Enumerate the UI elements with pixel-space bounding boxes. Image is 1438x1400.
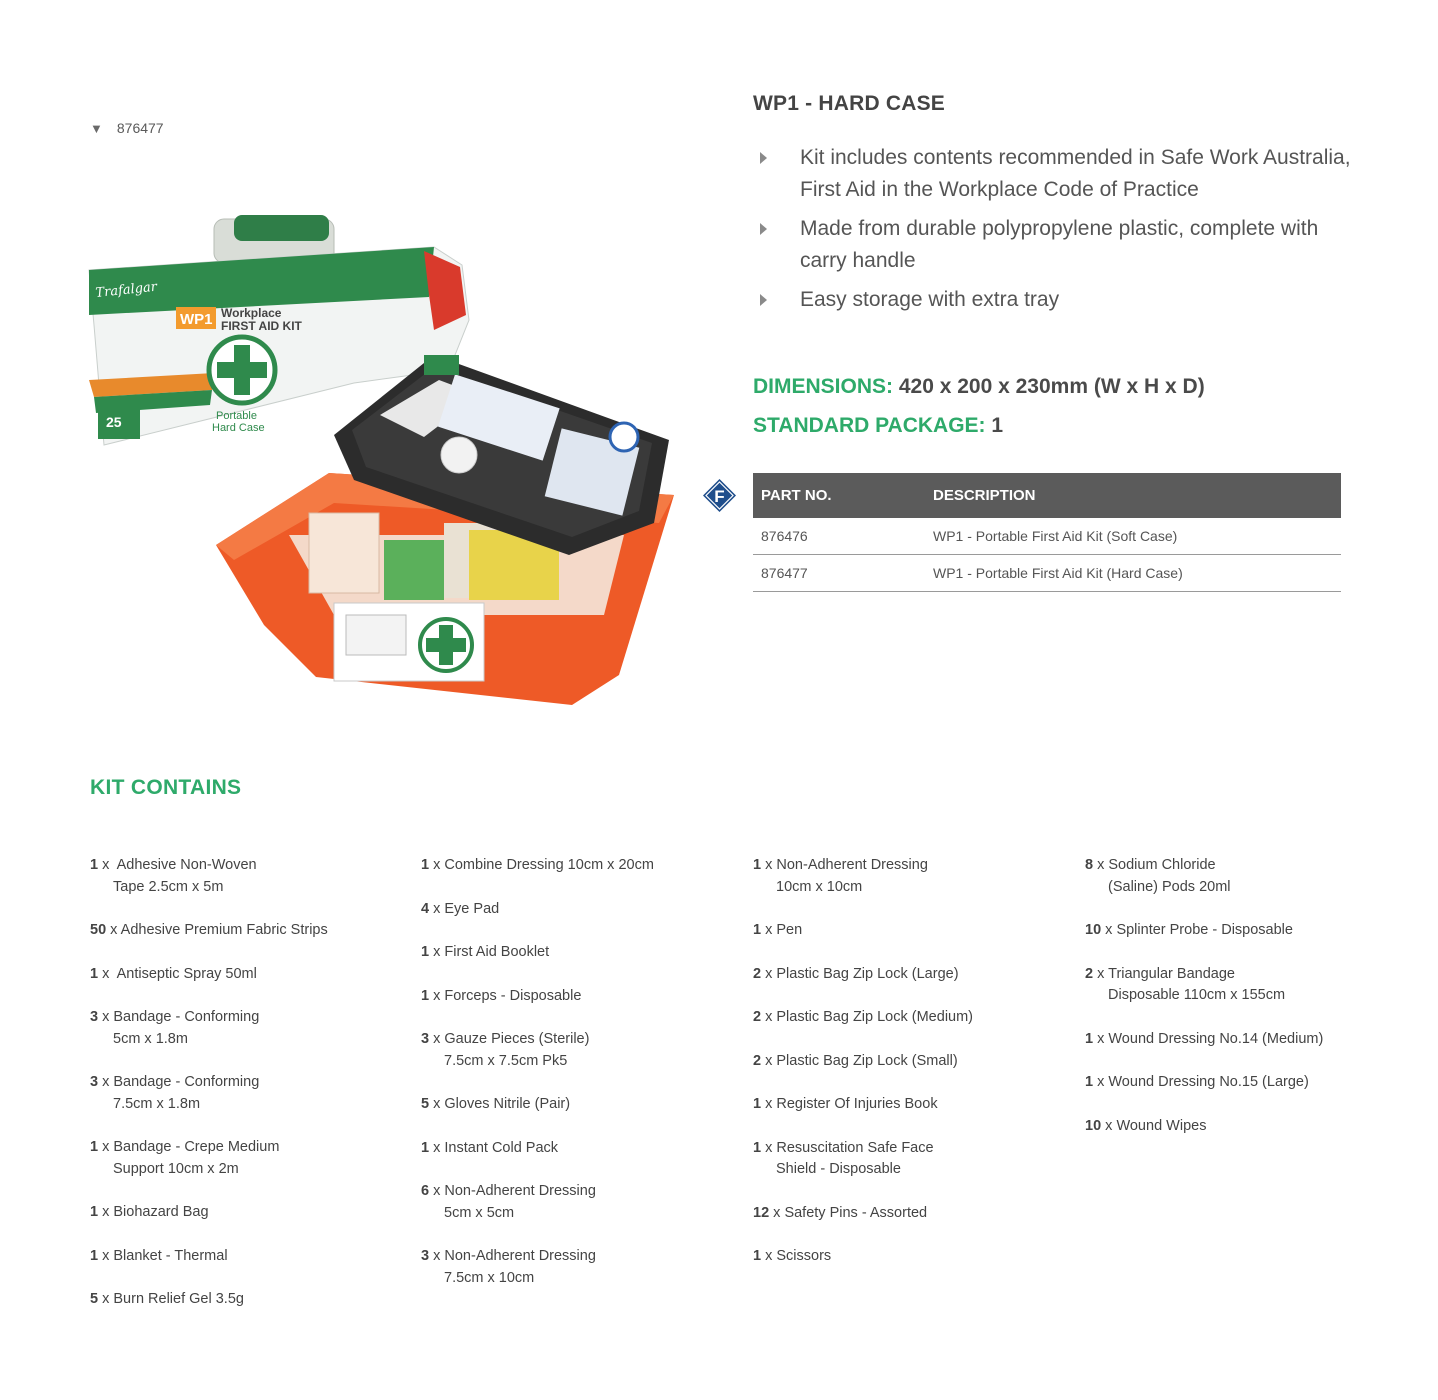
table-row [753,518,1341,555]
kit-item-name: x Biohazard Bag [98,1204,209,1220]
kit-item [90,1289,410,1311]
triangle-right-icon [760,152,767,164]
kit-item [1085,1029,1405,1051]
kit-item [1085,1116,1405,1138]
kit-item-detail: 10cm x 10cm [776,878,863,895]
svg-text:25: 25 [106,414,122,430]
kit-item [1085,855,1405,898]
svg-text:Workplace: Workplace [221,306,282,320]
kit-item-qty: 1 [90,1247,99,1264]
kit-item [90,1246,410,1268]
kit-item-qty: 1 [90,1204,99,1220]
dimensions-label: DIMENSIONS: [753,375,894,398]
kit-item-qty: 1 [421,857,430,873]
kit-item [753,1007,1073,1029]
kit-item-name: x Burn Relief Gel 3.5g [98,1291,244,1307]
kit-item-name: x Plastic Bag Zip Lock (Medium) [761,1009,974,1025]
kit-item-name: x Splinter Probe - Disposable [1101,922,1293,938]
svg-text:Portable: Portable [216,410,257,422]
kit-item-qty: 3 [90,1009,99,1025]
kit-item-qty: 1 [753,922,762,938]
product-code-text: 876477 [116,120,164,136]
feature-item [753,284,1353,316]
kit-item-qty: 1 [90,1139,99,1155]
svg-text:FIRST AID KIT: FIRST AID KIT [221,319,302,333]
kit-item [753,1246,1073,1268]
kit-item-name: x Triangular Bandage [1093,965,1235,982]
kit-item-name: x Gauze Pieces (Sterile) [429,1031,590,1047]
package-value: 1 [991,414,1004,437]
kit-item [90,855,410,898]
kit-item [421,855,741,877]
kit-item [90,964,410,986]
kit-column [90,855,410,1333]
kit-item-name: x Non-Adherent Dressing [429,1183,596,1199]
kit-item-qty: 4 [421,900,430,917]
kit-item-qty: 1 [753,1096,762,1112]
kit-item-qty: 3 [90,1074,99,1090]
kit-item-qty: 1 [421,987,430,1004]
kit-item-name: x Plastic Bag Zip Lock (Large) [761,965,959,982]
triangle-right-icon [760,294,767,306]
kit-item-detail: Support 10cm x 2m [113,1160,239,1177]
kit-item-qty: 1 [90,857,99,873]
product-code [90,120,164,136]
kit-item-name: x Wound Dressing No.15 (Large) [1093,1074,1309,1090]
kit-item-qty: 5 [90,1291,99,1307]
kit-item-name: x Register Of Injuries Book [761,1096,938,1112]
kit-item-qty: 1 [1085,1074,1094,1090]
description-cell: WP1 - Portable First Aid Kit (Soft Case) [933,518,1341,555]
kit-item [753,1203,1073,1225]
kit-item-qty: 1 [421,944,430,960]
kit-item [753,855,1073,898]
kit-item-detail: 7.5cm x 1.8m [113,1095,201,1112]
f-badge-icon [703,479,736,512]
kit-item [421,899,741,921]
kit-item-name: x Sodium Chloride [1093,857,1216,873]
kit-column [753,855,1073,1290]
kit-item [1085,1072,1405,1094]
kit-item-detail: Tape 2.5cm x 5m [113,878,224,895]
kit-item-name: x Non-Adherent Dressing [429,1248,596,1264]
first-aid-kit-image [84,205,684,725]
kit-item-qty: 1 [90,965,99,982]
kit-item-name: x Antiseptic Spray 50ml [98,965,257,982]
kit-column [421,855,741,1311]
kit-item [90,1137,410,1180]
kit-item [421,1246,741,1289]
feature-list [753,142,1353,324]
kit-item-detail: 7.5cm x 10cm [444,1269,535,1286]
kit-item-name: x Blanket - Thermal [98,1247,228,1264]
kit-item-qty: 1 [753,1248,762,1264]
kit-item-name: x Eye Pad [429,900,500,917]
kit-item-qty: 1 [1085,1030,1094,1047]
svg-text:Trafalgar: Trafalgar [94,279,158,301]
kit-item [753,1051,1073,1073]
kit-item-name: x Adhesive Premium Fabric Strips [106,922,328,938]
package-spec [753,414,1003,438]
kit-column [1085,855,1405,1159]
kit-item-qty: 10 [1085,1117,1102,1134]
kit-item-qty: 1 [753,857,762,873]
dimensions-spec [753,375,1205,399]
kit-item [753,1094,1073,1116]
kit-item [90,1072,410,1115]
kit-item-name: x Combine Dressing 10cm x 20cm [429,857,654,873]
kit-item [753,920,1073,942]
kit-item [90,1202,410,1224]
feature-text: Easy storage with extra tray [800,288,1060,311]
kit-item [90,920,410,942]
kit-item-detail: (Saline) Pods 20ml [1108,878,1231,895]
kit-item-qty: 2 [1085,965,1094,982]
kit-item [421,1181,741,1224]
kit-item-qty: 5 [421,1096,430,1112]
kit-item-name: x Wound Wipes [1101,1117,1207,1134]
kit-item [753,964,1073,986]
part-no-cell: 876476 [753,518,933,555]
kit-item-name: x Plastic Bag Zip Lock (Small) [761,1052,958,1069]
kit-item [1085,964,1405,1007]
kit-item-name: x Wound Dressing No.14 (Medium) [1093,1030,1324,1047]
kit-item-qty: 3 [421,1031,430,1047]
header-description: DESCRIPTION [933,473,1341,518]
kit-item-qty: 1 [421,1139,430,1156]
table-row [753,555,1341,592]
kit-item-qty: 50 [90,922,107,938]
parts-table [753,473,1341,592]
kit-item-qty: 3 [421,1248,430,1264]
kit-item-qty: 2 [753,965,762,982]
kit-item [1085,920,1405,942]
kit-item [753,1138,1073,1181]
kit-item-name: x Scissors [761,1248,832,1264]
kit-item-qty: 6 [421,1183,430,1199]
kit-item-detail: 7.5cm x 7.5cm Pk5 [444,1052,568,1069]
kit-item [421,986,741,1008]
kit-item-qty: 2 [753,1052,762,1069]
kit-item [421,1138,741,1160]
feature-item [753,142,1353,205]
svg-text:Hard Case: Hard Case [212,422,265,434]
kit-contains-heading: KIT CONTAINS [90,776,242,799]
kit-item-name: x Instant Cold Pack [429,1139,559,1156]
table-header-row [753,473,1341,518]
kit-item-detail: Shield - Disposable [776,1161,901,1177]
part-no-cell: 876477 [753,555,933,592]
svg-text:F: F [714,487,725,506]
header-part-no: PART NO. [753,473,933,518]
feature-item [753,213,1353,276]
feature-text: Kit includes contents recommended in Safe Work Australia, First Aid in the Workplace Code of Practice [800,146,1351,201]
package-label: STANDARD PACKAGE: [753,414,986,437]
kit-item-detail: 5cm x 5cm [444,1204,515,1221]
kit-item-qty: 8 [1085,857,1094,873]
kit-item [421,942,741,964]
kit-item-detail: 5cm x 1.8m [113,1030,188,1047]
kit-item [90,1007,410,1050]
kit-item-detail: Disposable 110cm x 155cm [1108,987,1286,1003]
kit-item-qty: 12 [753,1204,770,1221]
kit-item-name: x Forceps - Disposable [429,987,582,1004]
description-cell: WP1 - Portable First Aid Kit (Hard Case) [933,555,1341,592]
kit-item-name: x Pen [761,922,803,938]
kit-item-qty: 10 [1085,922,1102,938]
kit-item-name: x Bandage - Crepe Medium [98,1139,280,1155]
kit-item-name: x Non-Adherent Dressing [761,857,928,873]
kit-item-name: x Bandage - Conforming [98,1009,260,1025]
kit-item-qty: 1 [753,1139,762,1156]
kit-item [421,1029,741,1072]
kit-item-qty: 2 [753,1009,762,1025]
feature-text: Made from durable polypropylene plastic, complete with carry handle [800,217,1319,272]
kit-item-name: x First Aid Booklet [429,944,550,960]
kit-item [421,1094,741,1116]
product-title: WP1 - HARD CASE [753,92,946,115]
dimensions-value: 420 x 200 x 230mm (W x H x D) [898,375,1205,398]
svg-text:WP1: WP1 [180,311,213,328]
kit-item-name: x Adhesive Non-Woven [98,857,257,873]
triangle-right-icon [760,223,767,235]
kit-item-name: x Gloves Nitrile (Pair) [429,1096,571,1112]
kit-item-name: x Resuscitation Safe Face [761,1139,934,1156]
kit-item-name: x Safety Pins - Assorted [769,1204,928,1221]
triangle-down-icon: ▼ [90,120,103,136]
kit-item-name: x Bandage - Conforming [98,1074,260,1090]
